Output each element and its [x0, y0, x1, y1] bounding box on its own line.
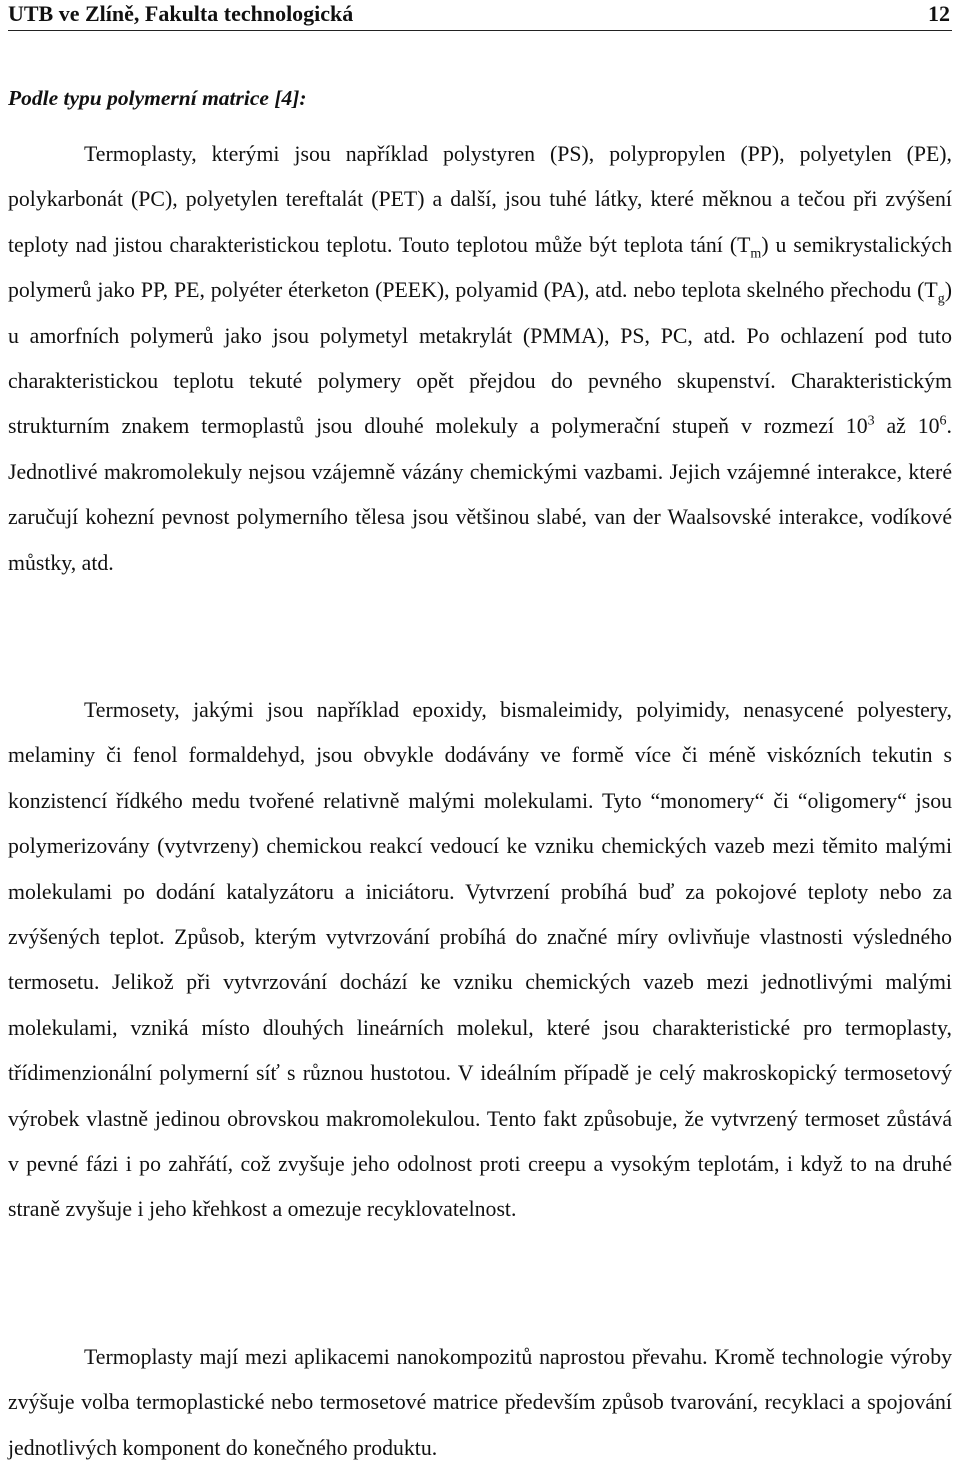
page-number: 12	[928, 1, 950, 26]
p3-text: Termoplasty mají mezi aplikacemi nanokompozitů naprostou převahu. Kromě technologie výroby zvýšuje volba termoplastické nebo termosetové matrice především způsob tvarování, recyklaci a spojování jednotlivých komponent do konečného produktu.	[8, 1345, 952, 1460]
page-header	[8, 0, 952, 31]
paragraph-termoplasty	[8, 132, 952, 586]
p1-text-c: ) u amorfních polymerů jako jsou polymetyl metakrylát (PMMA), PS, PC, atd. Po ochlazení pod tuto charakteristickou teplotu tekuté polymery opět přejdou do pevného skupenství. Charakteristickým strukturním znakem termoplastů jsou dlouhé molekuly a polymerační stupeň v rozmezí 10	[8, 278, 952, 439]
superscript-3: 3	[867, 414, 875, 430]
p1-text-d: až 10	[874, 414, 940, 439]
p1-text-a: Termoplasty, kterými jsou například polystyren (PS), polypropylen (PP), polyetylen (PE), polykarbonát (PC), polyetylen tereftalát (PET) a další, jsou tuhé látky, které měknou a tečou při zvýšení teploty nad jistou charakteristickou teplotu. Touto teplotou může být teplota tání (T	[8, 142, 952, 257]
subscript-m: m	[750, 246, 762, 262]
p2-text: Termosety, jakými jsou například epoxidy, bismaleimidy, polyimidy, nenasycené polyestery, melaminy či fenol formaldehyd, jsou obvykle dodávány ve formě více či méně viskózních tekutin s konzistencí řídkého medu tvořené relativně malými molekulami. Tyto “monomery“ či “oligomery“ jsou polymerizovány (vytvrzeny) chemickou reakcí vedoucí ke vzniku chemických vazeb mezi těmito malými molekulami po dodání katalyzátoru a iniciátoru. Vytvrzení probíhá buď za pokojové teploty nebo za zvýšených teplot. Způsob, kterým vytvrzování probíhá do značné míry ovlivňuje vlastnosti výsledného termosetu. Jelikož při vytvrzování dochází ke vzniku chemických vazeb mezi jednotlivými malými molekulami, vzniká místo dlouhých lineárních molekul, které jsou charakteristické pro termoplasty, třídimenzionální polymerní síť s různou hustotou. V ideálním případě je celý makroskopický termosetový výrobek vlastně jedinou obrovskou makromolekulou. Tento fakt způsobuje, že vytvrzený termoset zůstává v pevné fázi i po zahřátí, což zvyšuje jeho odolnost proti creepu a vysokým teplotám, i když to na druhé straně zvyšuje i jeho křehkost a omezuje recyklovatelnost.	[8, 698, 952, 1222]
subscript-g: g	[937, 291, 945, 307]
superscript-6: 6	[939, 414, 947, 430]
p1-text-b: ) u semikrystalických polymerů jako PP, PE, polyéter éterketon (PEEK), polyamid (PA), atd. nebo teplota skelného přechodu (T	[8, 232, 953, 303]
section-title: Podle typu polymerní matrice [4]:	[8, 86, 307, 110]
header-title: UTB ve Zlíně, Fakulta technologická	[8, 1, 354, 26]
paragraph-termosety	[8, 688, 952, 1233]
paragraph-aplikace	[8, 1335, 952, 1471]
p1-text-e: . Jednotlivé makromolekuly nejsou vzájemně vázány chemickými vazbami. Jejich vzájemné interakce, které zaručují kohezní pevnost polymerního tělesa jsou většinou slabé, van der Waalsovské interakce, vodíkové můstky, atd.	[8, 414, 952, 575]
